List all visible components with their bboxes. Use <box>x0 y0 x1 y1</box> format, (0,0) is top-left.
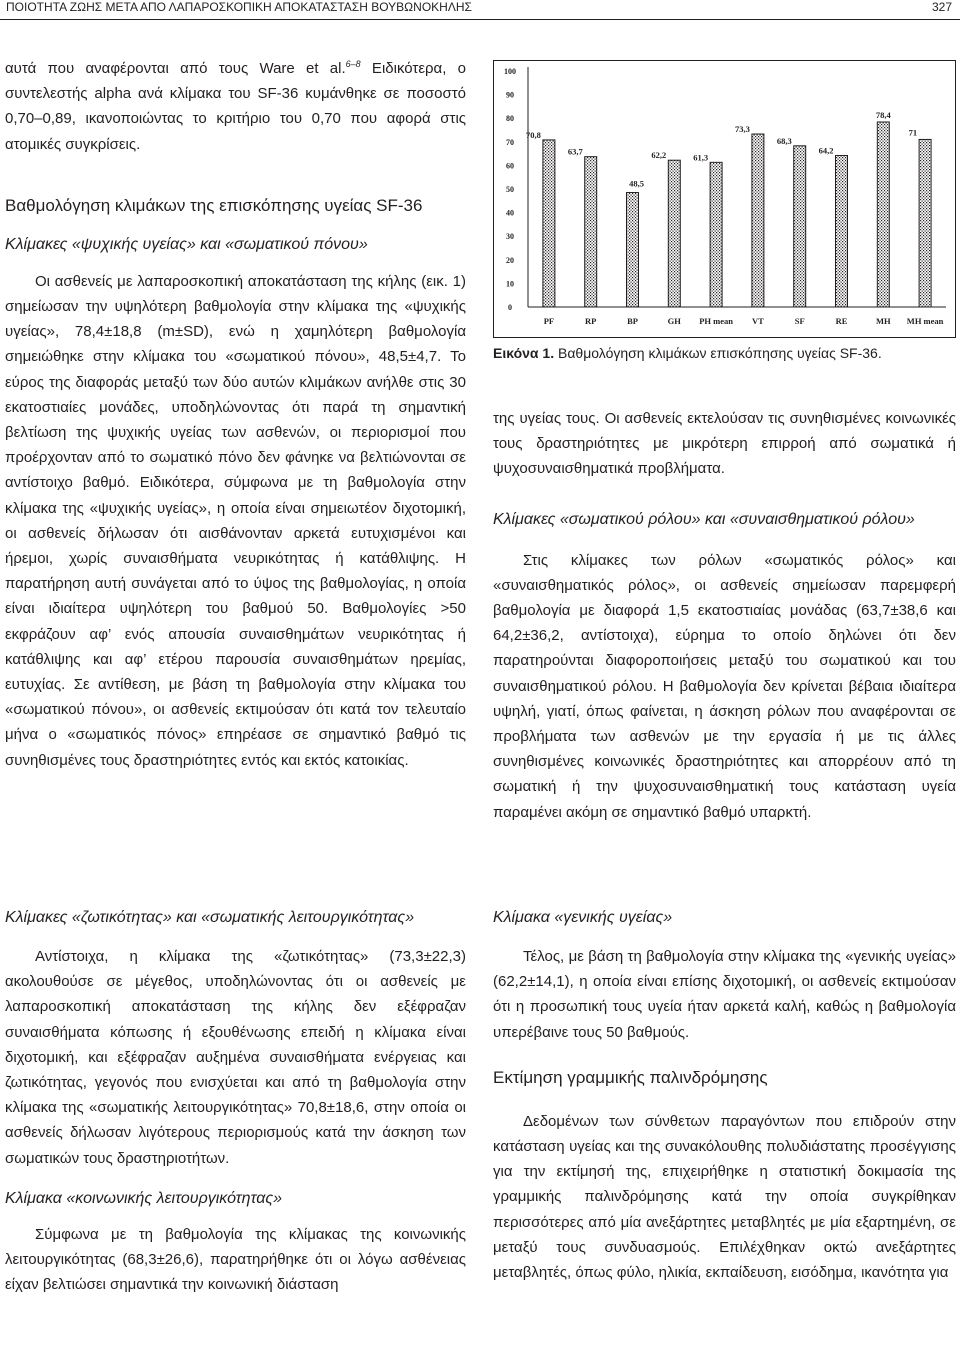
figure-caption <box>493 343 882 363</box>
paragraph-regression: Δεδομένων των σύνθετων παραγόντων που επιδρούν στην κατάσταση υγείας και της συνακόλουθης πολυδιάστατης προσέγγισης για την εκτίμησή της, επιχειρήθηκε η στατιστική δοκιμασία της γραμμικής παλινδρόμησης κατά την οποία συγκρίθηκαν περισσότερες από μία ανεξάρτητες μεταβλητές με μία εξαρτημένη, σε μεταξύ τους συνδυασμούς. Επιλέχθηκαν οκτώ ανεξάρτητες μεταβλητές, όπως φύλο, ηλικία, εκπαίδευση, εισόδημα, ικανότητα για <box>493 1112 956 1282</box>
paragraph-general-health: Τέλος, με βάση τη βαθμολογία στην κλίμακα της «γενικής υγείας» (62,2±14,1), η οποία είναι επίσης διχοτομική, οι ασθενείς εκτιμούσαν ότι η προσωπική τους υγεία ήταν αρκετά καλή, καθώς η βαθμολογία υπερέβαινε τους 50 βαθμούς. <box>493 948 956 1041</box>
section-heading-sf36-scoring: Βαθμολόγηση κλιμάκων της επισκόπησης υγείας SF-36 <box>5 195 423 215</box>
subheading-physical-emotional-role: Κλίμακες «σωματικού ρόλου» και «συναισθηματικού ρόλου» <box>493 510 915 528</box>
left-column-bottom <box>5 907 466 1297</box>
paragraph-intro-reliability <box>5 56 466 157</box>
paragraph-vitality: Αντίστοιχα, η κλίμακα της «ζωτικότητας» (73,3±22,3) ακολουθούσε σε μέγεθος, υποδηλώνοντας ότι οι ασθενείς με λαπαροσκοπική αποκατάσταση της κήλης δεν εξέφραζαν συναισθήματα κόπωσης ή εξουθένωσης επειδή η κλίμακα είναι διχοτομική, και εξέφραζαν αυξημένα συναισθήματα ενέργειας και ζωτικότητας, γεγονός που ενισχύεται και από τη βαθμολογία στην κλίμακα της «σωματικής λειτουργικότητας» 70,8±18,6, στην οποία οι ασθενείς δήλωσαν λιγότερους περιορισμούς κατά την άσκηση των σωματικών τους δραστηριοτήτων. <box>5 948 466 1167</box>
bar-pf <box>543 140 555 307</box>
x-category-label: MH mean <box>906 316 944 326</box>
y-tick-label: 0 <box>508 303 512 312</box>
bar-mh <box>877 122 889 307</box>
right-column-top <box>493 406 956 825</box>
bar-value-label: 64,2 <box>818 145 834 156</box>
running-header <box>0 0 960 20</box>
figure-bar-chart <box>493 60 956 338</box>
journal-running-title: ΠΟΙΟΤΗΤΑ ΖΩΗΣ ΜΕΤΑ ΑΠΟ ΛΑΠΑΡΟΣΚΟΠΙΚΗ ΑΠΟΚΑΤΑΣΤΑΣΗ ΒΟΥΒΩΝΟΚΗΛΗΣ <box>6 0 472 14</box>
bar-value-label: 68,3 <box>776 135 792 146</box>
citation-superscript: 6–8 <box>345 59 361 69</box>
x-category-label: PH mean <box>699 316 733 326</box>
section-heading-linear-regression: Εκτίμηση γραμμικής παλινδρόμησης <box>493 1067 768 1087</box>
right-column-bottom <box>493 907 956 1285</box>
x-category-label: RP <box>585 316 597 326</box>
bar-vt <box>752 134 764 307</box>
bar-gh <box>668 160 680 307</box>
bar-value-label: 61,3 <box>693 152 709 163</box>
subheading-vitality-physical-function: Κλίμακες «ζωτικότητας» και «σωματικής λειτουργικότητας» <box>5 909 415 926</box>
y-tick-label: 10 <box>506 279 514 289</box>
bar-value-label: 71 <box>908 127 918 138</box>
paragraph-mental-health-pain: Οι ασθενείς με λαπαροσκοπική αποκατάσταση της κήλης (εικ. 1) σημείωσαν την υψηλότερη βαθμολογία στην κλίμακα της «ψυχικής υγείας», 78,4±18,8 (m±SD), ενώ η χαμηλότερη βαθμολογία σημειώθηκε στην κλίμακα του «σωματικού πόνου», 48,5±4,7. Το εύρος της διαφοράς μεταξύ των δύο αυτών κλιμάκων ανήλθε στις 30 εκατοστιαίες μονάδες, υποδηλώνοντας ότι παρά τη σημαντική βελτίωση της ψυχικής υγείας των ασθενών, οι περιορισμοί που προέρχονταν από το σωματικό πόνο δεν φάνηκε να βελτιώνονται σε αντίστοιχο βαθμό. Ειδικότερα, σύμφωνα με τη βαθμολογία στην κλίμακα της «ψυχικής υγείας», η οποία είναι σημειωτέον διχοτομική, οι ασθενείς δήλωσαν ότι αισθάνονταν αρκετά ευτυχισμένοι και ήρεμοι, χωρίς συναισθήματα νευρικότητας ή κατάθλιψης. Η παρατήρηση αυτή συνάγεται από το ύψος της βαθμολογίας, η οποία είναι ιδιαίτερα υψηλότερη του βαθμού 50. Βαθμολογίες >50 εκφράζουν αφ’ ενός απουσία συναισθημάτων νευρικότητας ή κατάθλιψης και αφ’ ετέρου παρουσία συναισθημάτων ηρεμίας, ευτυχίας. Σε αντίθεση, με βάση τη βαθμολογία στην κλίμακα του «σωματικού πόνου», οι ασθενείς εκτιμούσαν ότι κατά τον τελευταίο μήνα ο «σωματικός πόνος» επηρέασε σε σημαντικό βαθμό τις συνηθισμένες τους δραστηριότητες εντός και εκτός κατοικίας. <box>5 272 466 769</box>
bar-value-label: 70,8 <box>526 129 541 140</box>
x-category-label: MH <box>875 316 891 326</box>
y-tick-label: 70 <box>506 137 514 147</box>
bar-value-label: 78,4 <box>875 109 891 120</box>
y-tick-label: 90 <box>506 90 514 100</box>
bar-rp <box>585 157 597 307</box>
figure-caption-text: Βαθμολόγηση κλιμάκων επισκόπησης υγείας SF-36. <box>554 345 882 361</box>
x-category-label: RE <box>835 316 848 326</box>
x-category-label: GH <box>667 316 681 326</box>
x-category-label: VT <box>751 316 764 326</box>
figure-caption-label: Εικόνα 1. <box>493 345 555 361</box>
bar-bp <box>627 193 639 307</box>
bar-re <box>836 155 848 307</box>
x-category-label: PF <box>543 316 555 326</box>
paragraph-social-function: Σύμφωνα με τη βαθμολογία της κλίμακας της κοινωνικής λειτουργικότητας (68,3±26,6), παρατηρήθηκε ότι οι λόγω ασθένειας είχαν βελτιώσει σημαντικά την κοινωνική διάσταση <box>5 1225 466 1294</box>
paragraph-social-continued: της υγείας τους. Οι ασθενείς εκτελούσαν τις συνηθισμένες κοινωνικές τους δραστηριότητες με μικρότερη επιρροή από σωματικά ή ψυχοσυναισθηματικά προβλήματα. <box>493 410 956 478</box>
subheading-mental-health-pain: Κλίμακες «ψυχικής υγείας» και «σωματικού πόνου» <box>5 235 368 253</box>
x-category-label: BP <box>627 316 638 326</box>
paragraph-roles: Στις κλίμακες των ρόλων «σωματικός ρόλος» και «συναισθηματικός ρόλος», οι ασθενείς σημείωσαν παρεμφερή βαθμολογία με διαφορά 1,5 εκατοστιαίας μονάδας (63,7±38,6 και 64,2±36,2, αντίστοιχα), εύρημα το οποίο δηλώνει ότι δεν παρατηρούνται διαφοροποιήσεις μεταξύ του σωματικού και του συναισθηματικού ρόλου. Η βαθμολογία δεν κρίνεται βέβαια ιδιαίτερα υψηλή, γιατί, όπως φαίνεται, η άσκηση ρόλων που αναφέρονται σε προβλήματα των ασθενών με την εργασία ή με τις άλλες συνηθισμένες κοινωνικές δραστηριότητες και απορρέουν από τη σωματική ή την ψυχοσυναισθηματική τους κατάσταση υγεία παραμένει ακόμη σε σημαντικό βαθμό υπαρκτή. <box>493 551 956 821</box>
y-tick-label: 50 <box>506 185 514 194</box>
y-tick-label: 30 <box>506 232 514 242</box>
y-tick-label: 60 <box>506 161 514 171</box>
bar-chart-svg <box>494 61 955 337</box>
y-tick-label: 40 <box>506 208 514 218</box>
subheading-general-health: Κλίμακα «γενικής υγείας» <box>493 909 673 926</box>
bar-value-label: 73,3 <box>735 124 750 135</box>
bar-value-label: 48,5 <box>629 178 644 189</box>
x-category-label: SF <box>794 316 805 326</box>
y-tick-label: 80 <box>506 114 514 124</box>
bar-value-label: 62,2 <box>651 150 667 161</box>
paragraph-text: αυτά που αναφέρονται από τους Ware et al. <box>5 60 346 77</box>
bar-mh-mean <box>919 139 931 307</box>
bar-sf <box>794 146 806 307</box>
bar-value-label: 63,7 <box>567 146 583 157</box>
left-column-top <box>5 56 466 773</box>
paragraph-text: Ειδικότερα, ο συντελεστής alpha ανά κλίμακα του SF-36 κυμάνθηκε σε ποσοστό 0,70–0,89, ικανοποιώντας το κριτήριο του 0,70 που αφορά στις ατομικές συγκρίσεις. <box>5 60 466 153</box>
page-number: 327 <box>931 0 952 14</box>
y-tick-label: 100 <box>504 67 516 76</box>
y-tick-label: 20 <box>506 255 514 265</box>
bar-ph-mean <box>710 162 722 307</box>
subheading-social-function: Κλίμακα «κοινωνικής λειτουργικότητας» <box>5 1189 283 1207</box>
